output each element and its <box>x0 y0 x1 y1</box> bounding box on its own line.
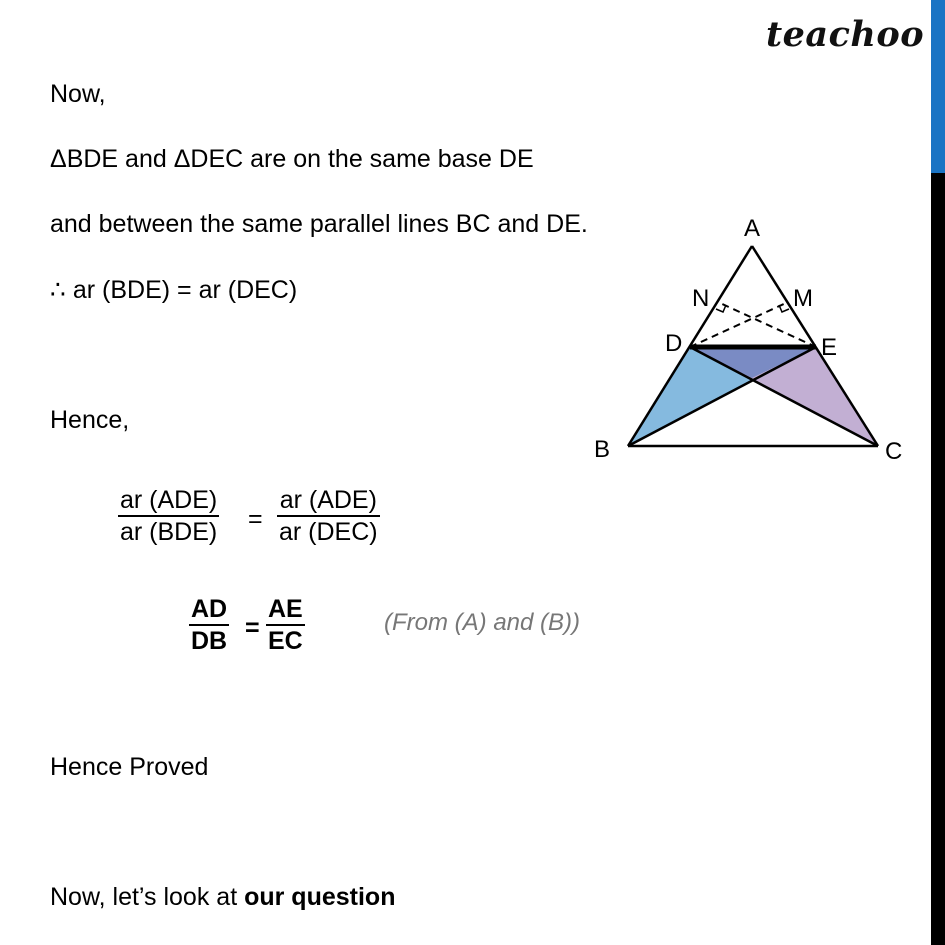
denominator: ar (DEC) <box>277 515 380 547</box>
label-b: B <box>594 436 611 463</box>
question-prefix: Now, let’s look at <box>50 883 245 911</box>
label-n: N <box>692 285 710 312</box>
label-a: A <box>744 215 761 242</box>
text-now: Now, <box>50 80 106 108</box>
brand-logo: teachoo <box>766 14 925 55</box>
text-parallel-lines: and between the same parallel lines BC and DE. <box>50 210 588 238</box>
text-therefore-areas-equal: ∴ ar (BDE) = ar (DEC) <box>50 276 298 304</box>
numerator: AE <box>268 595 303 623</box>
text-triangles-same-base: ΔBDE and ΔDEC are on the same base DE <box>50 145 534 173</box>
denominator: DB <box>189 624 229 656</box>
numerator: AD <box>191 595 228 623</box>
numerator: ar (ADE) <box>120 486 218 514</box>
label-m: M <box>793 285 813 312</box>
label-c: C <box>885 438 903 465</box>
equals-sign-bold: = <box>245 614 260 642</box>
label-e: E <box>821 334 838 361</box>
question-bold: our question <box>244 883 396 911</box>
text-hence-proved: Hence Proved <box>50 753 209 781</box>
text-hence: Hence, <box>50 406 130 434</box>
denominator: EC <box>266 624 305 656</box>
denominator: ar (BDE) <box>118 515 219 547</box>
reference-note: (From (A) and (B)) <box>384 609 581 636</box>
numerator: ar (ADE) <box>279 486 377 514</box>
label-d: D <box>665 330 683 357</box>
equals-sign: = <box>248 505 263 533</box>
